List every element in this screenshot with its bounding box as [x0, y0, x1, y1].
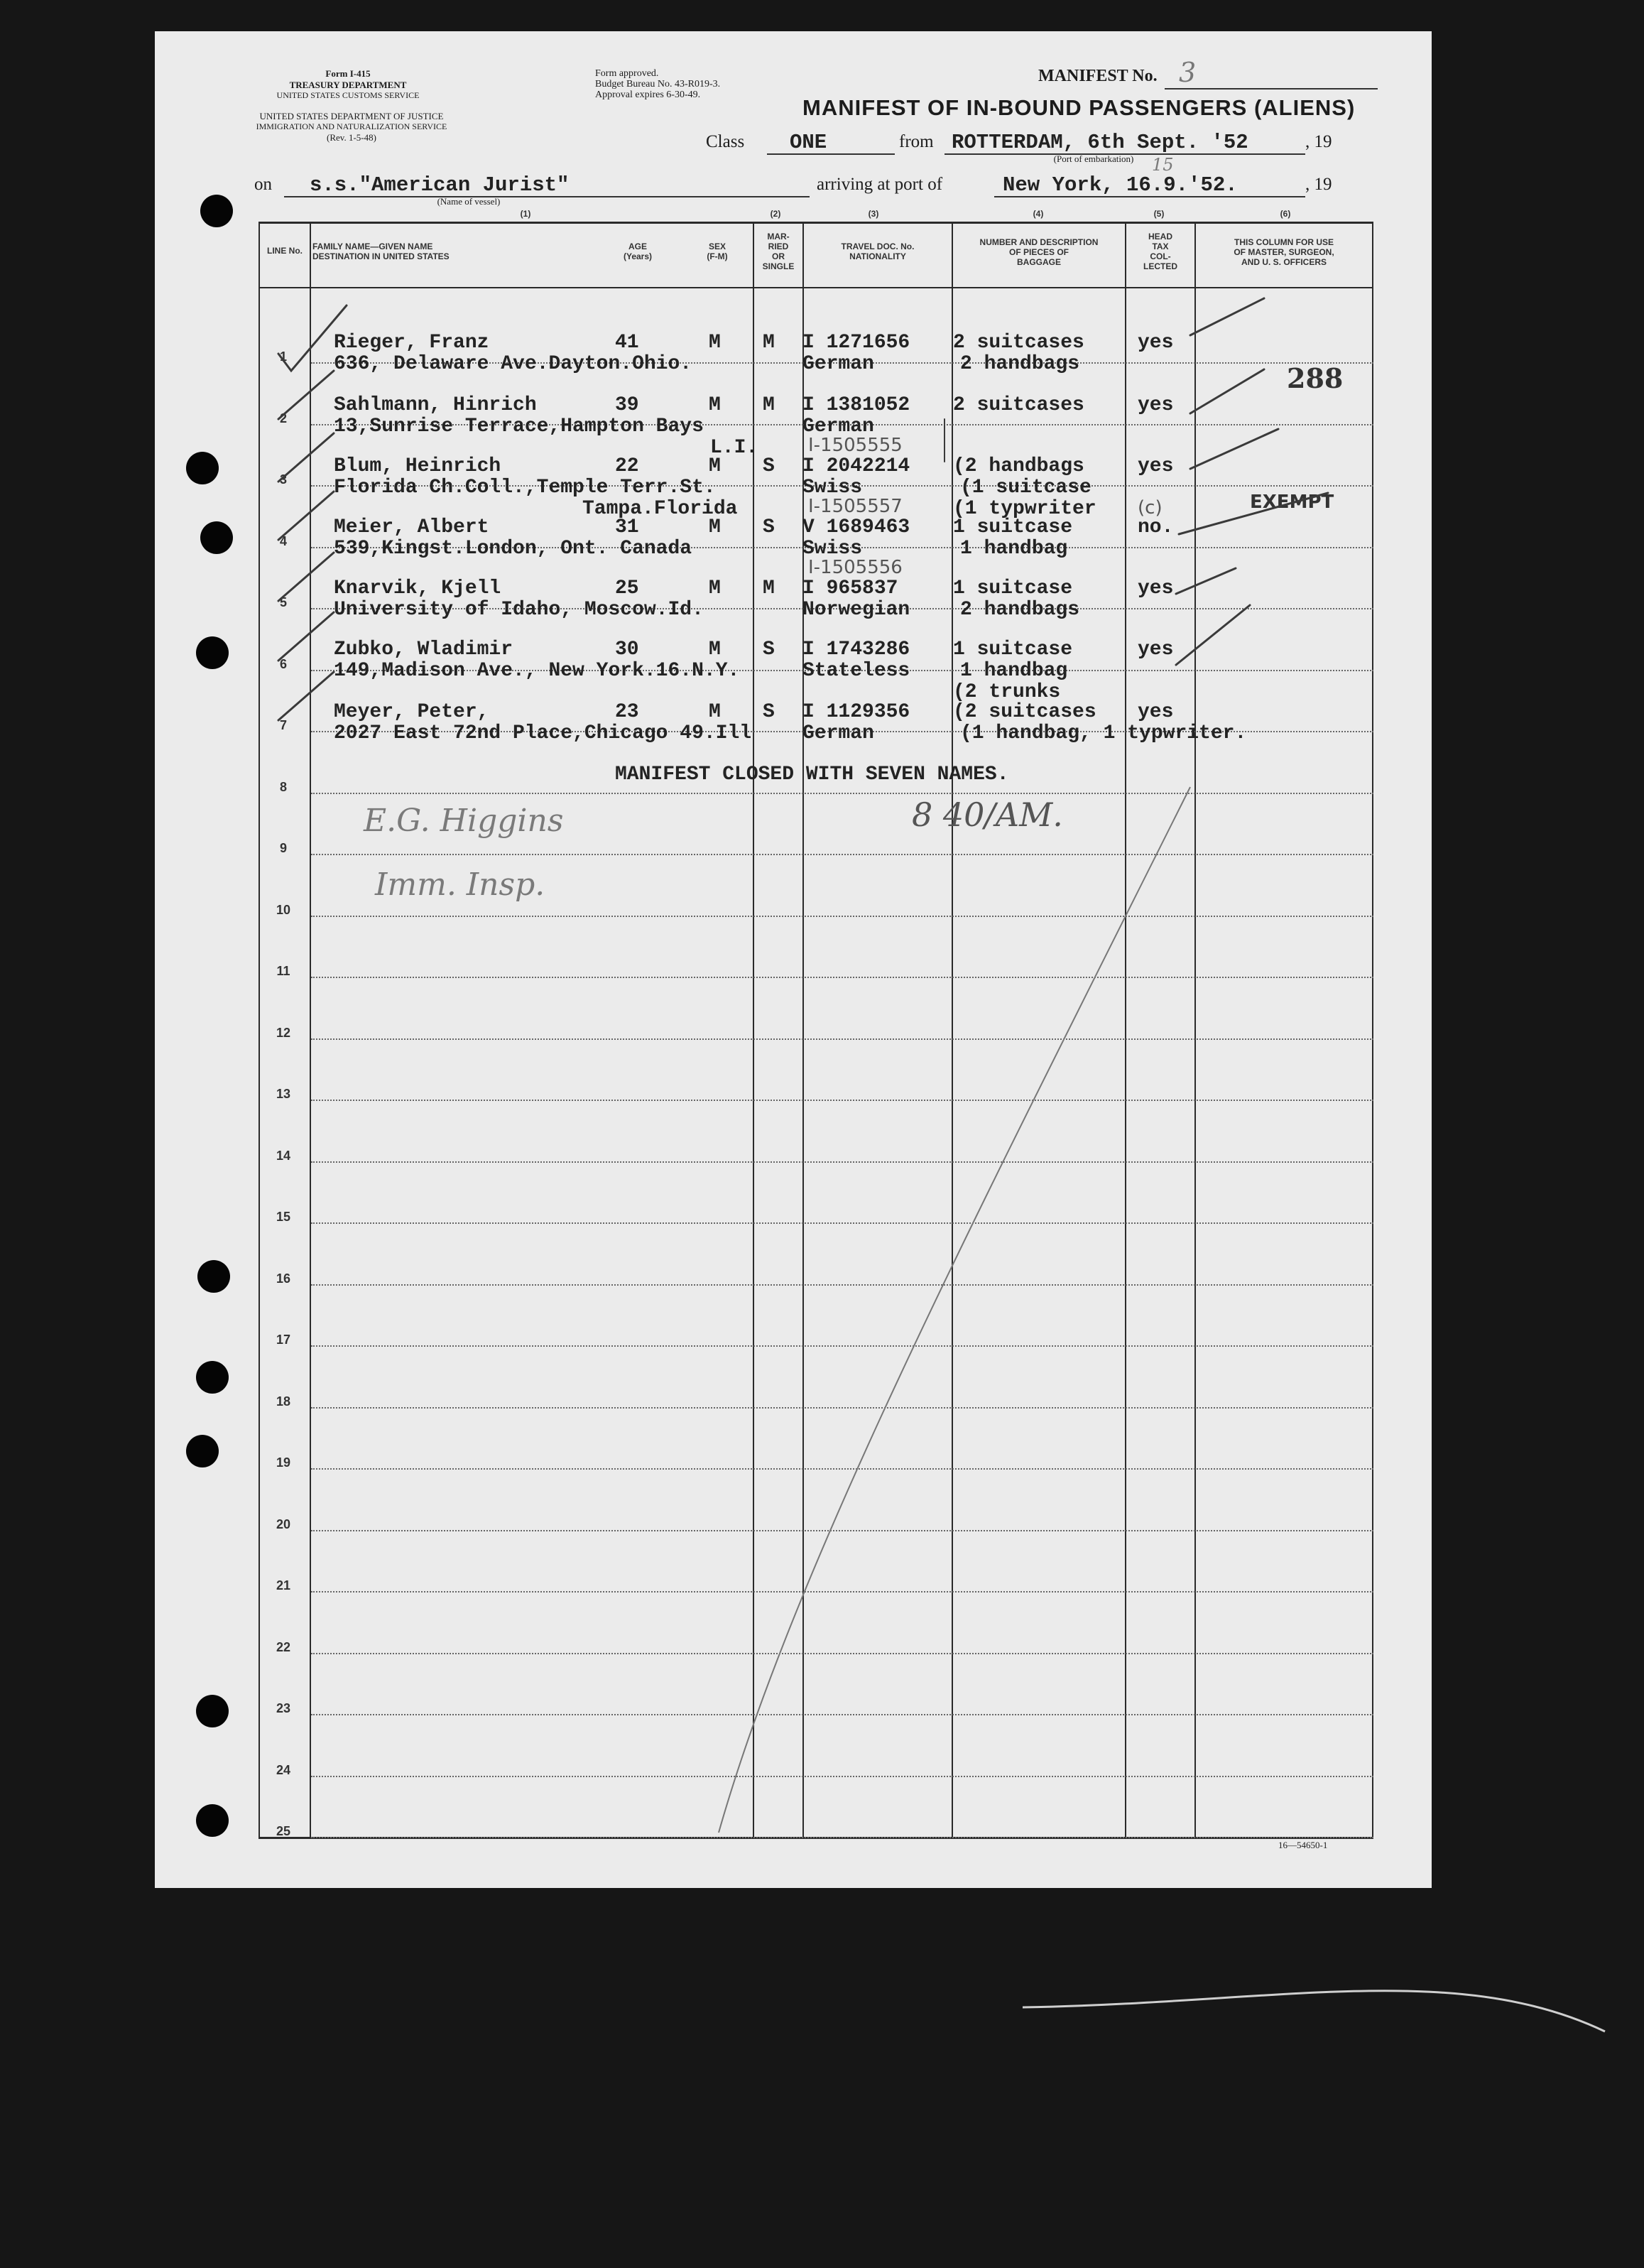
class-label: Class	[706, 132, 745, 151]
passenger-travel-doc: V 1689463	[802, 516, 910, 538]
passenger-baggage: 1 handbag	[960, 538, 1068, 560]
passenger-address-cont: L.I.	[710, 437, 758, 459]
header-travel-doc: TRAVEL DOC. No. NATIONALITY	[841, 242, 915, 261]
inspector-title: Imm. Insp.	[375, 867, 545, 903]
justice-dept: UNITED STATES DEPARTMENT OF JUSTICE	[259, 111, 444, 121]
passenger-baggage: 2 handbags	[960, 353, 1080, 375]
passenger-travel-doc: I 2042214	[802, 455, 910, 477]
officer-tick-row6	[1176, 605, 1250, 665]
passenger-travel-doc: I 1271656	[802, 332, 910, 354]
passenger-head-tax: yes	[1138, 639, 1174, 661]
handwritten-time: 8 40/AM.	[912, 796, 1063, 834]
passenger-age: 31	[615, 516, 639, 538]
passenger-marital-status: S	[763, 639, 775, 661]
line-number: 3	[279, 472, 287, 487]
from-label: from	[899, 132, 934, 151]
line-number: 12	[276, 1025, 291, 1040]
from-year-suffix: , 19	[1305, 132, 1332, 151]
check-mark-row5	[278, 553, 334, 601]
approval-expires: Approval expires 6-30-49.	[595, 89, 701, 100]
line-number: 11	[276, 964, 290, 978]
port-embarkation-caption: (Port of embarkation)	[1053, 153, 1134, 164]
passenger-address: University of Idaho, Moscow.Id.	[334, 599, 704, 621]
officer-tick-row4	[1179, 493, 1328, 534]
vessel-name: s.s."American Jurist"	[310, 173, 570, 197]
passenger-sex: M	[709, 516, 721, 538]
column-number-6: (6)	[1280, 209, 1291, 219]
line-number: 16	[276, 1271, 291, 1286]
passenger-baggage: 1 suitcase	[953, 577, 1073, 599]
passenger-age: 41	[615, 332, 639, 354]
passenger-name: Meyer, Peter,	[334, 701, 489, 723]
passenger-nationality: German	[802, 416, 874, 438]
page-title: MANIFEST OF IN-BOUND PASSENGERS (ALIENS)	[802, 95, 1356, 120]
check-mark-row2	[278, 371, 334, 419]
officer-number: 288	[1287, 362, 1344, 394]
passenger-nationality: Norwegian	[802, 599, 910, 621]
revision-date: (Rev. 1-5-48)	[327, 132, 376, 143]
passenger-head-tax: yes	[1138, 577, 1174, 599]
header-baggage: NUMBER AND DESCRIPTION OF PIECES OF BAGGAGE	[979, 237, 1099, 267]
line-number: 17	[276, 1333, 291, 1347]
budget-bureau: Budget Bureau No. 43-R019-3.	[595, 79, 721, 89]
passenger-sex: M	[709, 455, 721, 477]
passenger-name: Meier, Albert	[334, 516, 489, 538]
passenger-address: Florida Ch.Coll.,Temple Terr.St.	[334, 477, 716, 499]
line-number: 8	[279, 779, 287, 794]
from-value: ROTTERDAM, 6th Sept. '52	[952, 131, 1248, 154]
vessel-caption: (Name of vessel)	[437, 196, 501, 207]
officer-tick-row5	[1176, 568, 1236, 594]
passenger-nationality: Stateless	[802, 660, 910, 682]
line-number: 2	[279, 411, 287, 425]
passenger-baggage: (2 trunks	[953, 681, 1061, 703]
passenger-sex: M	[709, 701, 721, 723]
passenger-marital-status: M	[763, 577, 775, 599]
check-mark-row7	[278, 672, 334, 720]
passenger-marital-status: S	[763, 701, 775, 723]
line-number: 20	[276, 1516, 291, 1531]
check-mark-row4	[278, 492, 334, 540]
passenger-nationality: German	[802, 722, 874, 744]
form-number: Form I-415	[325, 68, 371, 79]
column-number-1: (1)	[520, 209, 531, 219]
inspector-signature: E.G. Higgins	[364, 803, 564, 839]
on-label: on	[254, 175, 272, 194]
column-number-2: (2)	[770, 209, 781, 219]
passenger-sex: M	[709, 639, 721, 661]
passenger-head-tax: yes	[1138, 332, 1174, 354]
passenger-travel-doc: I 1743286	[802, 639, 910, 661]
passenger-sex: M	[709, 577, 721, 599]
passenger-address: 539,Kingst.London, Ont. Canada	[334, 538, 692, 560]
passenger-age: 22	[615, 455, 639, 477]
passenger-nationality: German	[802, 353, 874, 375]
passenger-head-tax: yes	[1138, 394, 1174, 416]
line-number: 14	[276, 1148, 291, 1163]
passenger-baggage: 1 suitcase	[953, 639, 1073, 661]
passenger-address: 13,Sunrise Terrace,Hampton Bays	[334, 416, 704, 438]
passenger-address: 636, Delaware Ave.Dayton.Ohio.	[334, 353, 692, 375]
check-mark-row6	[278, 612, 334, 661]
officer-tick-row2	[1190, 369, 1264, 413]
ins-service: IMMIGRATION AND NATURALIZATION SERVICE	[256, 121, 447, 131]
passenger-baggage: (2 suitcases	[953, 701, 1096, 723]
passenger-baggage: (2 handbags	[953, 455, 1084, 477]
passenger-baggage: 1 handbag	[960, 660, 1068, 682]
line-number: 23	[276, 1701, 291, 1715]
manifest-closing-line: MANIFEST CLOSED WITH SEVEN NAMES.	[615, 764, 1009, 786]
line-number: 25	[276, 1824, 291, 1838]
line-number: 18	[276, 1394, 291, 1409]
column-number-5: (5)	[1153, 209, 1165, 219]
line-number: 5	[279, 595, 287, 609]
line-number: 13	[276, 1087, 291, 1101]
head-tax-note: (c)	[1138, 497, 1163, 519]
form-approved: Form approved.	[595, 68, 659, 79]
passenger-marital-status: M	[763, 394, 775, 416]
line-number: 22	[276, 1639, 291, 1654]
line-number: 7	[279, 718, 287, 732]
form-footer-code: 16—54650-1	[1278, 1840, 1328, 1850]
exempt-stamp: EXEMPT	[1250, 492, 1334, 513]
passenger-travel-doc: I 1381052	[802, 394, 910, 416]
line-number: 6	[279, 656, 287, 671]
customs-service: UNITED STATES CUSTOMS SERVICE	[276, 90, 420, 100]
passenger-travel-doc: I 1129356	[802, 701, 910, 723]
header-sex: SEX (F-M)	[707, 242, 728, 261]
passenger-head-tax: yes	[1138, 455, 1174, 477]
class-value: ONE	[790, 131, 827, 154]
line-number: 24	[276, 1762, 291, 1777]
officer-tick-row3	[1190, 429, 1278, 469]
passenger-head-tax: no.	[1138, 516, 1174, 538]
arrival-port-date: New York, 16.9.'52.	[1003, 173, 1238, 197]
header-name: FAMILY NAME—GIVEN NAME DESTINATION IN UNITED STATES	[312, 242, 450, 261]
passenger-head-tax: yes	[1138, 701, 1174, 723]
header-age: AGE (Years)	[623, 242, 653, 261]
header-married: MAR- RIED OR SINGLE	[762, 232, 795, 271]
line-number: 1	[279, 349, 287, 364]
arrival-date-correction: 15	[1152, 155, 1174, 175]
passenger-baggage: (1 typwriter	[953, 498, 1096, 520]
passenger-baggage: 2 suitcases	[953, 394, 1084, 416]
manifest-no-value: 3	[1179, 57, 1197, 88]
passenger-marital-status: S	[763, 516, 775, 538]
header-head-tax: HEAD TAX COL- LECTED	[1143, 232, 1177, 271]
passenger-age: 30	[615, 639, 639, 661]
doc-correction-blum: I-1505555	[808, 435, 903, 456]
check-mark-row3	[278, 433, 334, 482]
arriving-label: arriving at port of	[817, 175, 943, 194]
line-number: 21	[276, 1578, 291, 1593]
passenger-age: 25	[615, 577, 639, 599]
officer-tick-row1	[1190, 298, 1264, 335]
manifest-closing-slash	[719, 787, 1190, 1833]
passenger-baggage: 2 suitcases	[953, 332, 1084, 354]
passenger-travel-doc: I 965837	[802, 577, 898, 599]
passenger-baggage: (1 suitcase	[960, 477, 1092, 499]
passenger-marital-status: S	[763, 455, 775, 477]
passenger-baggage: 2 handbags	[960, 599, 1080, 621]
passenger-marital-status: M	[763, 332, 775, 354]
doc-correction-meier: I-1505557	[808, 496, 903, 517]
passenger-name: Knarvik, Kjell	[334, 577, 501, 599]
doc-correction-knarvik: I-1505556	[808, 557, 903, 578]
passenger-name: Rieger, Franz	[334, 332, 489, 354]
scan-artifact-line	[1023, 1991, 1605, 2031]
header-line-no: LINE No.	[267, 246, 303, 256]
line-number: 10	[276, 902, 291, 917]
passenger-name: Zubko, Wladimir	[334, 639, 513, 661]
manifest-no-label: MANIFEST No.	[1038, 67, 1158, 85]
passenger-address: 149,Madison Ave., New York.16.N.Y.	[334, 660, 740, 682]
passenger-age: 23	[615, 701, 639, 723]
passenger-name: Blum, Heinrich	[334, 455, 501, 477]
passenger-nationality: Swiss	[802, 477, 863, 499]
column-number-4: (4)	[1033, 209, 1044, 219]
passenger-address: 2027 East 72nd Place,Chicago 49.Ill	[334, 722, 752, 744]
passenger-nationality: Swiss	[802, 538, 863, 560]
arrival-year-suffix: , 19	[1305, 175, 1332, 194]
passenger-baggage: 1 suitcase	[953, 516, 1073, 538]
treasury-dept: TREASURY DEPARTMENT	[289, 80, 407, 90]
line-number: 9	[279, 841, 287, 855]
passenger-address-cont: Tampa.Florida	[582, 498, 738, 520]
line-number: 15	[276, 1210, 291, 1224]
line-number: 4	[279, 533, 287, 548]
header-officers-column: THIS COLUMN FOR USE OF MASTER, SURGEON, AND U. S. OFFICERS	[1234, 237, 1334, 267]
passenger-age: 39	[615, 394, 639, 416]
passenger-baggage: (1 handbag, 1 typwriter.	[960, 722, 1247, 744]
check-mark-row1	[278, 305, 347, 371]
column-number-3: (3)	[868, 209, 879, 219]
passenger-sex: M	[709, 394, 721, 416]
line-number: 19	[276, 1455, 291, 1470]
passenger-sex: M	[709, 332, 721, 354]
passenger-name: Sahlmann, Hinrich	[334, 394, 537, 416]
